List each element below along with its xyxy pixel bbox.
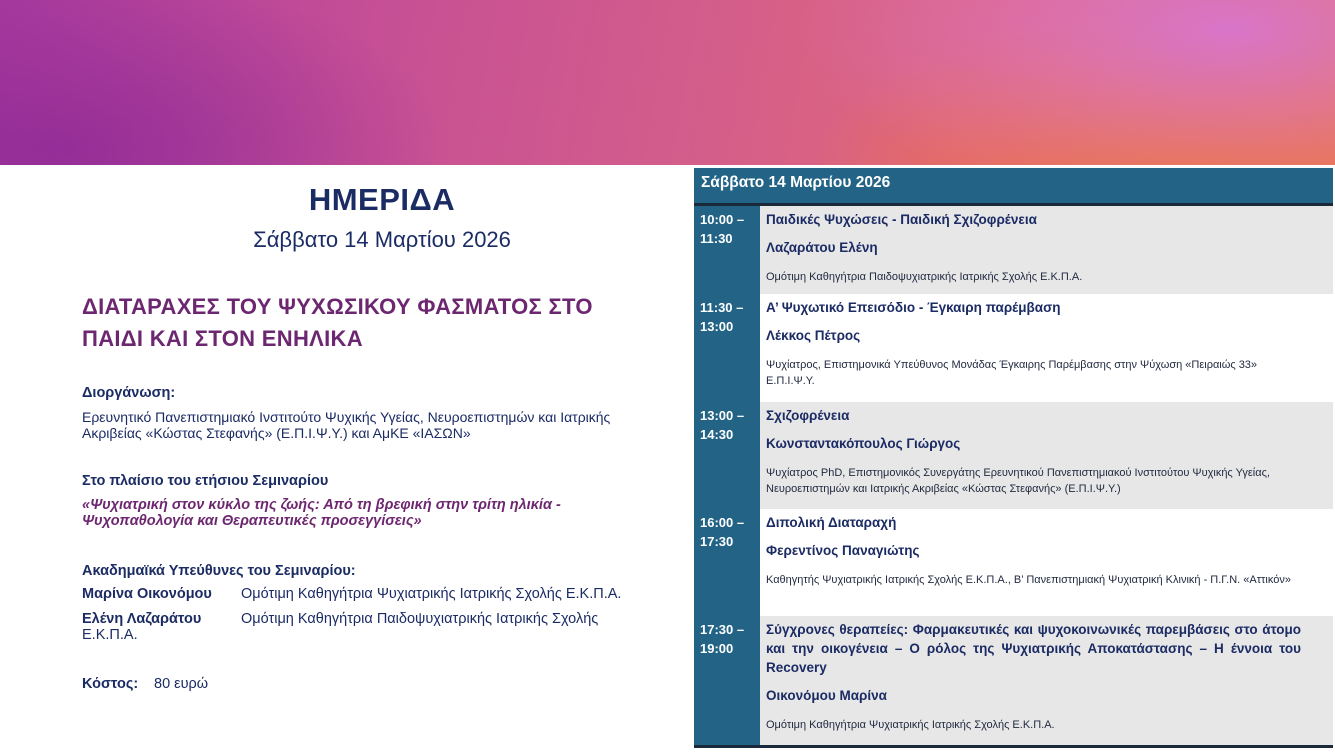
academic-label: Ακαδημαϊκά Υπεύθυνες του Σεμιναρίου: (82, 563, 356, 579)
slot-time-start: 16:00 – (700, 515, 745, 530)
schedule-row (694, 206, 1333, 294)
slot-speaker: Φερεντίνος Παναγιώτης (766, 543, 920, 558)
event-subtitle-line1: ΔΙΑΤΑΡΑΧΕΣ ΤΟΥ ΨΥΧΩΣΙΚΟΥ ΦΑΣΜΑΤΟΣ ΣΤΟ (82, 294, 593, 319)
slot-affiliation: Καθηγητής Ψυχιατρικής Ιατρικής Σχολής Ε.Κ.Π.Α., Β’ Πανεπιστημιακή Ψυχιατρική Κλινική - Π.Γ.Ν. «Αττικόν» (766, 574, 1291, 586)
slot-speaker: Οικονόμου Μαρίνα (766, 688, 887, 703)
slot-body (760, 509, 1333, 616)
schedule-header: Σάββατο 14 Μαρτίου 2026 (694, 168, 1333, 206)
slot-topic: Σχιζοφρένεια (766, 408, 850, 423)
slot-time-end: 13:00 (700, 319, 734, 334)
slot-topic: Διπολική Διαταραχή (766, 515, 897, 530)
event-info (0, 165, 694, 752)
slot-speaker: Κωνσταντακόπουλος Γιώργος (766, 436, 961, 451)
seminar-title: «Ψυχιατρική στον κύκλο της ζωής: Από τη βρεφική στην τρίτη ηλικία - Ψυχοπαθολογία και Θεραπευτικές προσεγγίσεις» (82, 497, 561, 529)
slot-body (760, 402, 1333, 509)
organization-text: Ερευνητικό Πανεπιστημιακό Ινστιτούτο Ψυχικής Υγείας, Νευροεπιστημών και Ιατρικής Ακριβείας «Κώστας Στεφανής» (Ε.Π.Ι.Ψ.Υ.) και ΑμΚΕ «ΙΑΣΩΝ» (82, 409, 611, 441)
slot-time (694, 206, 760, 294)
cost-label: Κόστος: (82, 676, 139, 692)
schedule-row (694, 402, 1333, 509)
slot-time-start: 17:30 – (700, 622, 745, 637)
slot-topic: Παιδικές Ψυχώσεις - Παιδική Σχιζοφρένεια (766, 212, 1037, 227)
context-label: Στο πλαίσιο του ετήσιου Σεμιναρίου (82, 473, 329, 489)
schedule-row (694, 616, 1333, 745)
slot-time (694, 294, 760, 402)
slot-body (760, 294, 1333, 402)
event-subtitle-line2: ΠΑΙΔΙ ΚΑΙ ΣΤΟΝ ΕΝΗΛΙΚΑ (82, 326, 363, 351)
slot-time (694, 402, 760, 509)
slot-time (694, 509, 760, 616)
slot-time-start: 10:00 – (700, 212, 745, 227)
organization-label: Διοργάνωση: (82, 385, 176, 401)
academic-person-name (82, 611, 201, 643)
slot-time-start: 13:00 – (700, 408, 745, 423)
slot-affiliation: Ομότιμη Καθηγήτρια Παιδοψυχιατρικής Ιατρικής Σχολής Ε.Κ.Π.Α. (766, 271, 1083, 283)
slot-speaker: Λέκκος Πέτρος (766, 328, 861, 343)
slot-time-end: 17:30 (700, 534, 734, 549)
header-banner (0, 0, 1335, 165)
academic-person-name-line2: Ε.Κ.Π.Α. (82, 627, 138, 643)
slot-affiliation: Ομότιμη Καθηγήτρια Ψυχιατρικής Ιατρικής Σχολής Ε.Κ.Π.Α. (766, 719, 1055, 731)
schedule-row (694, 294, 1333, 402)
cost-value: 80 ευρώ (154, 676, 209, 692)
academic-person-name: Μαρίνα Οικονόμου (82, 586, 212, 602)
slot-time-start: 11:30 – (700, 300, 744, 315)
schedule-row (694, 509, 1333, 616)
slot-time-end: 19:00 (700, 641, 734, 656)
event-title: ΗΜΕΡΙΔΑ (308, 182, 456, 217)
slot-body (760, 206, 1333, 294)
academic-person-role: Ομότιμη Καθηγήτρια Παιδοψυχιατρικής Ιατρικής Σχολής (241, 611, 599, 627)
slot-body (760, 616, 1333, 745)
academic-person-role: Ομότιμη Καθηγήτρια Ψυχιατρικής Ιατρικής Σχολής Ε.Κ.Π.Α. (241, 586, 622, 602)
academic-person-name-line1: Ελένη Λαζαράτου (82, 611, 202, 627)
slot-time (694, 616, 760, 745)
event-date: Σάββατο 14 Μαρτίου 2026 (253, 227, 511, 252)
slot-topic: Σύγχρονες θεραπείες: Φαρμακευτικές και ψυχοκοινωνικές παρεμβάσεις στο άτομο και την οικογένεια – Ο ρόλος της Ψυχιατρικής Αποκατάστασης – Η έννοια του Recovery (766, 622, 1301, 675)
slot-affiliation: Ψυχίατρος PhD, Επιστημονικός Συνεργάτης Ερευνητικού Πανεπιστημιακού Ινστιτούτου Ψυχικής Υγείας, Νευροεπιστημών και Ιατρικής Ακριβείας «Κώστας Στεφανής» (Ε.Π.Ι.Ψ.Υ.) (766, 467, 1270, 495)
slot-time-end: 14:30 (700, 427, 734, 442)
slot-speaker: Λαζαράτου Ελένη (766, 240, 878, 255)
schedule-table (694, 168, 1333, 748)
slot-time-end: 11:30 (700, 231, 733, 246)
slot-topic: Α’ Ψυχωτικό Επεισόδιο - Έγκαιρη παρέμβαση (766, 300, 1061, 315)
event-subtitle (82, 291, 682, 355)
slot-affiliation: Ψυχίατρος, Επιστημονικά Υπεύθυνος Μονάδας Έγκαιρης Παρέμβασης στην Ψύχωση «Πειραιώς 33» Ε.Π.Ι.Ψ.Υ. (766, 359, 1258, 387)
